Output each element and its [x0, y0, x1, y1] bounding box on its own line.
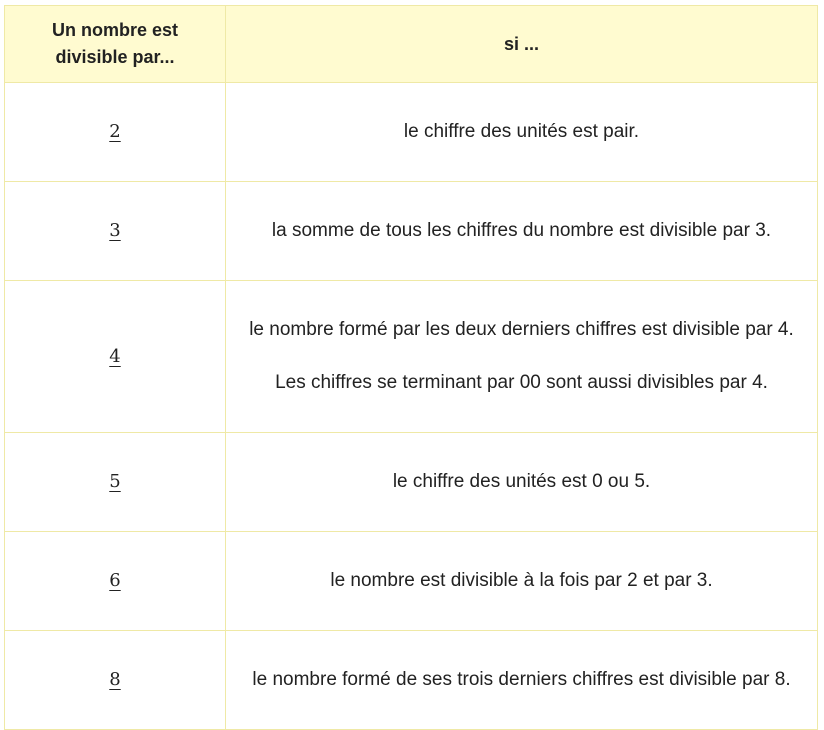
condition-text: le nombre formé de ses trois derniers chiffres est divisible par 8.: [252, 669, 791, 690]
divisor-cell: [5, 281, 226, 433]
condition-text: la somme de tous les chiffres du nombre est divisible par 3.: [271, 220, 772, 241]
condition-cell: [226, 532, 818, 631]
divisibility-rules-table: [4, 5, 818, 730]
divisor-cell: [5, 433, 226, 532]
condition-cell: [226, 281, 818, 433]
table-row: [5, 532, 818, 631]
header-condition: si ...: [226, 6, 818, 83]
header-row: [5, 6, 818, 83]
divisor-value: 8: [109, 669, 121, 690]
condition-text: le nombre formé par les deux derniers chiffres est divisible par 4.: [249, 319, 794, 340]
condition-note: Les chiffres se terminant par 00 sont aussi divisibles par 4.: [275, 372, 768, 393]
condition-cell: [226, 182, 818, 281]
header-divisor: [5, 6, 226, 83]
table-body: [5, 83, 818, 730]
divisibility-rules-container: [4, 5, 818, 730]
divisor-value: 3: [109, 220, 121, 241]
condition-text: le chiffre des unités est 0 ou 5.: [392, 471, 651, 492]
divisor-value: 6: [109, 570, 121, 591]
divisor-value: 2: [109, 121, 121, 142]
table-row: [5, 631, 818, 730]
table-header: [5, 6, 818, 83]
condition-text: le chiffre des unités est pair.: [403, 121, 640, 142]
divisor-value: 4: [109, 345, 121, 367]
divisor-value: 5: [109, 471, 121, 492]
table-row: [5, 83, 818, 182]
table-row: [5, 281, 818, 433]
condition-cell: [226, 631, 818, 730]
condition-cell: [226, 433, 818, 532]
divisor-cell: [5, 631, 226, 730]
divisor-cell: [5, 83, 226, 182]
header-divisor-line1: Un nombre est: [51, 20, 179, 40]
header-divisor-line2: divisible par...: [55, 47, 175, 67]
divisor-cell: [5, 182, 226, 281]
condition-cell: [226, 83, 818, 182]
condition-text: le nombre est divisible à la fois par 2 et par 3.: [330, 570, 713, 591]
divisor-cell: [5, 532, 226, 631]
table-row: [5, 433, 818, 532]
table-row: [5, 182, 818, 281]
